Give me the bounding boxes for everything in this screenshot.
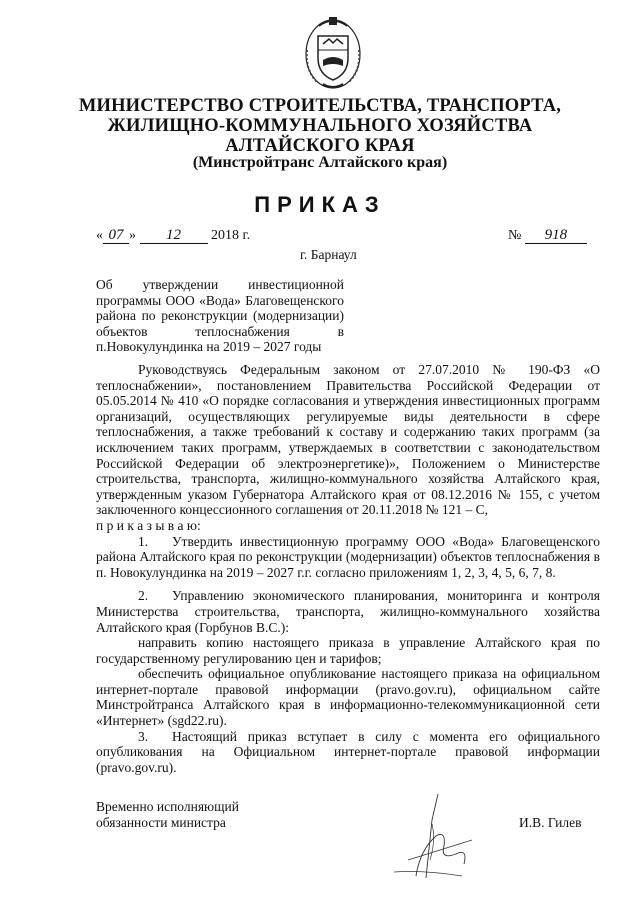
order-body: [96, 362, 600, 775]
signatory-position: [96, 799, 239, 830]
position-line: обязанности министра: [96, 814, 226, 830]
city: г. Барнаул: [300, 247, 357, 262]
number-value: 918: [525, 228, 587, 244]
date-year: 2018 г.: [211, 228, 251, 243]
document-type-title: ПРИКАЗ: [254, 192, 386, 217]
preamble-paragraph: Руководствуясь Федеральным законом от 27.07.2010 № 190-ФЗ «О теплоснабжении», постановлением Правительства Российской Федерации от 05.05.2014 № 410 «О порядке согласования и утверждения инвестиционных программ организаций, осуществляющих регулируемые виды деятельности в сфере теплоснабжения, а также требований к составу и содержанию таких программ (за исключением таких программ, утверждаемых в соответствии с законодательством Российской Федерации об электроэнергетике)», Положением о Министерстве строительства, транспорта, жилищно-коммунального хозяйства Алтайского края, утвержденным указом Губернатора Алтайского края от 08.12.2016 № 155, с учетом заключенного концессионного соглашения от 20.11.2018 № 121 – С,: [96, 362, 600, 518]
date-day: 07: [103, 228, 129, 244]
coat-of-arms-emblem: [303, 14, 363, 92]
order-word: п р и к а з ы в а ю:: [96, 517, 201, 533]
item-number: 1.: [138, 533, 149, 549]
order-item-1: [96, 534, 600, 581]
order-item-3: [96, 729, 600, 776]
item-number: 2.: [138, 588, 149, 604]
ministry-title-line1: МИНИСТЕРСТВО СТРОИТЕЛЬСТВА, ТРАНСПОРТА,: [78, 96, 562, 116]
signatory-name: И.В. Гилев: [519, 815, 582, 830]
handwritten-signature: [386, 790, 496, 880]
ministry-title-line3: АЛТАЙСКОГО КРАЯ: [225, 136, 415, 156]
order-item-2: [96, 588, 600, 635]
order-subitem: направить копию настоящего приказа в управление Алтайского края по государственному регулированию цен и тарифов;: [96, 635, 600, 666]
date-open-quote: «: [96, 228, 103, 243]
item-text: Утвердить инвестиционную программу ООО «Вода» Благовещенского района Алтайского края по реконструкции (модернизации) объектов теплоснабжения в п. Новокулундинка на 2019 – 2027 г.г. согласно приложениям 1, 2, 3, 4, 5, 6, 7, 8.: [96, 533, 600, 580]
date-month: 12: [140, 228, 208, 244]
position-line: Временно исполняющий: [96, 799, 239, 814]
order-subitem: обеспечить официальное опубликование настоящего приказа на официальном интернет-портале правовой информации (pravo.gov.ru), официальном сайте Минстройтранса Алтайского края в информационно-телекоммуникационной сети «Интернет» (sgd22.ru).: [96, 666, 600, 729]
item-text: Настоящий приказ вступает в силу с момента его официального опубликования на Официальном интернет-портале правовой информации (pravo.gov.ru).: [96, 728, 600, 775]
item-text: Управлению экономического планирования, мониторинга и контроля Министерства строительства, транспорта, жилищно-коммунального хозяйства Алтайского края (Горбунов В.С.):: [96, 588, 600, 635]
ministry-short-name: (Минстройтранс Алтайского края): [192, 154, 448, 171]
document-number: [508, 228, 587, 244]
number-prefix: №: [508, 228, 522, 243]
ministry-title-line2: ЖИЛИЩНО-КОММУНАЛЬНОГО ХОЗЯЙСТВА: [107, 116, 533, 136]
item-number: 3.: [138, 728, 149, 744]
date-close-quote: »: [129, 228, 136, 243]
order-subject: Об утверждении инвестиционной программы ООО «Вода» Благовещенского района по реконструкции (модернизации) объектов теплоснабжения в п.Новокулундинка на 2019 – 2027 годы: [96, 277, 344, 355]
document-date: [96, 228, 250, 244]
